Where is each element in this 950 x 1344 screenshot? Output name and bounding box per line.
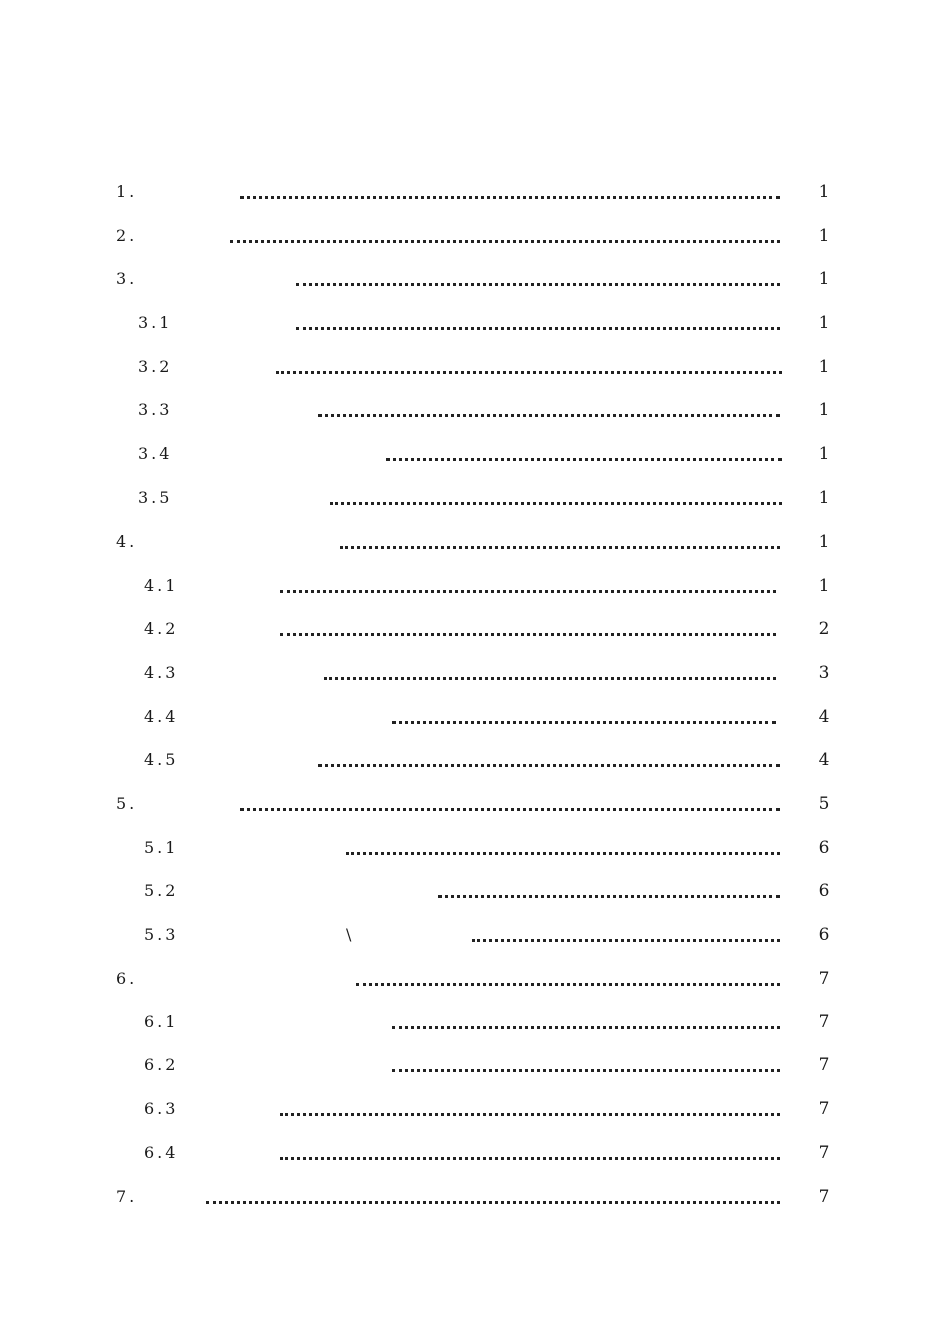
toc-page-number: 6 bbox=[818, 925, 830, 945]
toc-entry-label: 4.5 bbox=[144, 750, 179, 769]
toc-leader-dots bbox=[392, 1026, 780, 1029]
toc-page-number: 1 bbox=[818, 182, 830, 202]
toc-page-number: 7 bbox=[818, 1099, 830, 1119]
toc-entry[interactable] bbox=[0, 395, 950, 425]
toc-entry[interactable] bbox=[0, 1138, 950, 1168]
toc-page-number: 7 bbox=[818, 1187, 830, 1207]
toc-entry[interactable] bbox=[0, 308, 950, 338]
toc-entry-label: 5.1 bbox=[144, 838, 179, 857]
toc-entry-label: 6.4 bbox=[144, 1143, 179, 1162]
toc-leader-dots bbox=[356, 983, 780, 986]
toc-leader-dots bbox=[472, 939, 780, 942]
toc-leader-dots bbox=[280, 1157, 780, 1160]
toc-entry-label: 3.3 bbox=[138, 400, 173, 419]
toc-leader-dots bbox=[318, 764, 780, 767]
toc-entry[interactable] bbox=[0, 352, 950, 382]
toc-page-number: 1 bbox=[818, 313, 830, 333]
toc-leader-dots bbox=[296, 283, 780, 286]
toc-entry-label: 2. bbox=[116, 226, 138, 245]
toc-leader-dots bbox=[324, 677, 776, 680]
toc-entry-label: 3.1 bbox=[138, 313, 173, 332]
toc-entry-label: 5. bbox=[116, 794, 138, 813]
toc-entry[interactable] bbox=[0, 658, 950, 688]
toc-entry-label: 3.2 bbox=[138, 357, 173, 376]
toc-leader-dots bbox=[280, 590, 776, 593]
toc-entry-label: 4.1 bbox=[144, 576, 179, 595]
toc-entry-label: 3. bbox=[116, 269, 138, 288]
toc-leader-dots bbox=[392, 1069, 780, 1072]
toc-page-number: 1 bbox=[818, 488, 830, 508]
toc-entry-label: 3.4 bbox=[138, 444, 173, 463]
toc-entry[interactable] bbox=[0, 177, 950, 207]
toc-entry[interactable] bbox=[0, 1050, 950, 1080]
toc-leader-dots bbox=[330, 502, 782, 505]
toc-page-number: 1 bbox=[818, 400, 830, 420]
toc-entry[interactable] bbox=[0, 789, 950, 819]
toc-entry[interactable] bbox=[0, 876, 950, 906]
toc-entry[interactable] bbox=[0, 1094, 950, 1124]
toc-leader-dots bbox=[240, 808, 780, 811]
toc-entry-label: 4.4 bbox=[144, 707, 179, 726]
toc-title bbox=[0, 108, 950, 140]
toc-entry[interactable] bbox=[0, 1182, 950, 1212]
toc-page-number: 1 bbox=[818, 226, 830, 246]
toc-entry[interactable] bbox=[0, 483, 950, 513]
toc-entry[interactable] bbox=[0, 221, 950, 251]
toc-leader-dots bbox=[318, 414, 780, 417]
toc-leader-dots bbox=[230, 240, 780, 243]
toc-page-number: 6 bbox=[818, 838, 830, 858]
toc-page-number: 1 bbox=[818, 357, 830, 377]
toc-leader-dots bbox=[346, 852, 780, 855]
toc-entry-label: 7. bbox=[116, 1187, 138, 1206]
toc-page-number: 7 bbox=[818, 1055, 830, 1075]
toc-page-number: 6 bbox=[818, 881, 830, 901]
toc-page-number: 7 bbox=[818, 1143, 830, 1163]
toc-entry[interactable] bbox=[0, 833, 950, 863]
toc-leader-dots bbox=[240, 196, 780, 199]
toc-page-number: 4 bbox=[818, 750, 830, 770]
toc-page-number: 3 bbox=[818, 663, 830, 683]
toc-leader-dots bbox=[392, 721, 776, 724]
toc-entry[interactable] bbox=[0, 702, 950, 732]
toc-page-number: 1 bbox=[818, 532, 830, 552]
toc-leader-dots bbox=[386, 458, 782, 461]
toc-leader-dots bbox=[296, 327, 780, 330]
toc-entry-label: 5.3 bbox=[144, 925, 179, 944]
toc-page-number: 1 bbox=[818, 444, 830, 464]
toc-entry-label: 1. bbox=[116, 182, 138, 201]
toc-page-number: 7 bbox=[818, 969, 830, 989]
toc-entry[interactable] bbox=[0, 571, 950, 601]
toc-entry[interactable] bbox=[0, 264, 950, 294]
toc-entry-label: 6.3 bbox=[144, 1099, 179, 1118]
toc-leader-dots bbox=[206, 1201, 780, 1204]
toc-leader-dots bbox=[340, 546, 780, 549]
toc-entry-label: 5.2 bbox=[144, 881, 179, 900]
toc-entry[interactable] bbox=[0, 439, 950, 469]
toc-leader-dots bbox=[438, 895, 780, 898]
toc-entry-label: 4. bbox=[116, 532, 138, 551]
toc-entry-label: 6.2 bbox=[144, 1055, 179, 1074]
toc-entry[interactable] bbox=[0, 527, 950, 557]
toc-entry-label: 4.3 bbox=[144, 663, 179, 682]
toc-entry[interactable] bbox=[0, 1007, 950, 1037]
toc-entry-label: 3.5 bbox=[138, 488, 173, 507]
toc-entry-label: 6.1 bbox=[144, 1012, 179, 1031]
toc-leader-dots bbox=[280, 633, 776, 636]
toc-page-number: 4 bbox=[818, 707, 830, 727]
toc-page-number: 2 bbox=[818, 619, 830, 639]
toc-entry-label: 4.2 bbox=[144, 619, 179, 638]
toc-entry[interactable] bbox=[0, 745, 950, 775]
toc-leader-dots bbox=[280, 1113, 780, 1116]
toc-entry[interactable] bbox=[0, 964, 950, 994]
toc-page-number: 7 bbox=[818, 1012, 830, 1032]
toc-page-number: 1 bbox=[818, 576, 830, 596]
toc-entry-label-continuation: \ bbox=[346, 925, 355, 944]
toc-entry-label: 6. bbox=[116, 969, 138, 988]
toc-leader-dots bbox=[276, 371, 782, 374]
toc-entry[interactable] bbox=[0, 614, 950, 644]
toc-page-number: 1 bbox=[818, 269, 830, 289]
toc-page-number: 5 bbox=[818, 794, 830, 814]
toc-entry[interactable] bbox=[0, 920, 950, 950]
